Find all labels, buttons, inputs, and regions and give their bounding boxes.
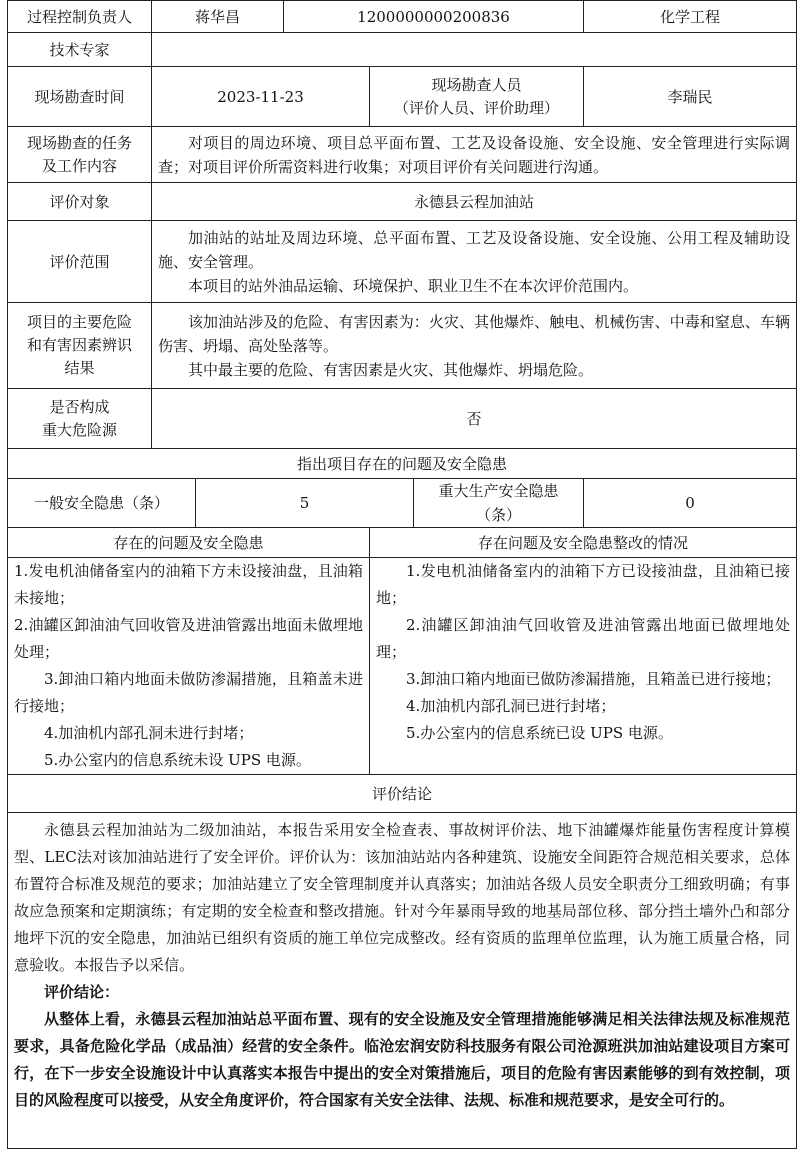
rectification-item: 3.卸油口箱内地面已做防渗漏措施，且箱盖已进行接地； (406, 670, 781, 688)
evaluation-table (7, 0, 797, 1149)
task-text: 对项目的周边环境、项目总平面布置、工艺及设备设施、安全设施、安全管理进行实际调查；对项目评价所需资料进行收集；对项目评价有关问题进行沟通。 (158, 133, 791, 176)
object-label: 评价对象 (8, 183, 152, 221)
survey-staff-label-line2: （评价人员、评价助理） (394, 98, 560, 117)
survey-staff-value: 李瑞民 (584, 67, 797, 127)
conclusion-paragraph-2: 从整体上看，永德县云程加油站总平面布置、现有的安全设施及安全管理措施能够满足相关法律法规及标准规范要求，具备危险化学品（成品油）经营的安全条件。临沧宏润安防科技服务有限公司沧源班洪加油站建设项目方案可行，在下一步安全设施设计中认真落实本报告中提出的安全对策措施后，项目的危险有害因素能够的到有效控制，项目的风险程度可以接受，从安全角度评价，符合国家有关安全法律、法规、标准和规范要求，是安全可行的。 (14, 1010, 791, 1109)
major-hazard-row (8, 389, 797, 449)
major-hazard-label (8, 389, 152, 449)
conclusion-paragraph-1: 永德县云程加油站为二级加油站，本报告采用安全检查表、事故树评价法、地下油罐爆炸能量伤害程度计算模型、LEC法对该加油站进行了安全评价。评价认为：该加油站站内各种建筑、设施安全间距符合规范相关要求，总体布置符合标准及规范的要求；加油站建立了安全管理制度并认真落实；加油站各级人员安全职责分工细致明确；有事故应急预案和定期演练；有定期的安全检查和整改措施。针对今年暴雨导致的地基局部位移、部分挡土墙外凸和部分地坪下沉的安全隐患，加油站已组织有资质的施工单位完成整改。经有资质的监理单位监理，认为施工质量合格，同意验收。本报告予以采信。 (14, 821, 791, 974)
hazard-content (152, 303, 797, 389)
rectification-item: 2.油罐区卸油油气回收管及进油管露出地面已做埋地处理； (376, 616, 791, 661)
task-content (152, 127, 797, 183)
issues-right-list (370, 558, 797, 775)
rectification-item: 1.发电机油储备室内的油箱下方已设接油盘，且油箱已接地； (376, 562, 791, 607)
issues-list-row (8, 558, 797, 775)
scope-row (8, 221, 797, 303)
hazard-row (8, 303, 797, 389)
major-hazard-count-value: 0 (584, 479, 797, 528)
conclusion-header: 评价结论 (8, 775, 797, 813)
hazard-paragraph-2: 其中最主要的危险、有害因素是火灾、其他爆炸、坍塌危险。 (188, 360, 594, 379)
conclusion-header-row (8, 775, 797, 813)
scope-content (152, 221, 797, 303)
major-hazard-value: 否 (152, 389, 797, 449)
issues-left-list (8, 558, 370, 775)
survey-row (8, 67, 797, 127)
task-label-line2: 及工作内容 (41, 156, 117, 175)
person-cert-number: 1200000000200836 (284, 1, 584, 33)
survey-time-value: 2023-11-23 (152, 67, 370, 127)
issues-columns-row (8, 528, 797, 558)
issue-item: 2.油罐区卸油油气回收管及进油管露出地面未做埋地处理； (14, 616, 364, 661)
issue-item: 4.加油机内部孔洞未进行封堵； (44, 724, 254, 742)
hazard-label-line2: 和有害因素辨识 (26, 336, 132, 354)
expert-row (8, 33, 797, 67)
person-row (8, 1, 797, 33)
general-hazard-count-value: 5 (196, 479, 414, 528)
conclusion-row (8, 813, 797, 1149)
general-hazard-count-label: 一般安全隐患（条） (8, 479, 196, 528)
survey-staff-label-line1: 现场勘查人员 (431, 75, 522, 94)
person-major: 化学工程 (584, 1, 797, 33)
task-label-line1: 现场勘查的任务 (26, 133, 132, 152)
issues-header-row (8, 449, 797, 479)
hazard-count-row (8, 479, 797, 528)
expert-value (152, 33, 797, 67)
survey-time-label: 现场勘查时间 (8, 67, 152, 127)
person-label: 过程控制负责人 (8, 1, 152, 33)
issue-item: 5.办公室内的信息系统未设 UPS 电源。 (44, 751, 311, 769)
issues-left-header: 存在的问题及安全隐患 (8, 528, 370, 558)
major-hazard-count-label: 重大生产安全隐患（条） (414, 479, 584, 528)
issues-right-header: 存在问题及安全隐患整改的情况 (370, 528, 797, 558)
conclusion-content (8, 813, 797, 1149)
hazard-label-line1: 项目的主要危险 (26, 313, 132, 331)
hazard-label-line3: 结果 (64, 359, 95, 377)
evaluation-sheet (7, 0, 796, 1149)
major-hazard-label-line2: 重大危险源 (41, 420, 117, 439)
major-hazard-label-line1: 是否构成 (49, 397, 110, 416)
expert-label: 技术专家 (8, 33, 152, 67)
issues-header: 指出项目存在的问题及安全隐患 (8, 449, 797, 479)
conclusion-subtitle: 评价结论： (44, 983, 120, 1001)
object-value: 永德县云程加油站 (152, 183, 797, 221)
rectification-item: 5.办公室内的信息系统已设 UPS 电源。 (406, 724, 673, 742)
task-row (8, 127, 797, 183)
scope-paragraph-2: 本项目的站外油品运输、环境保护、职业卫生不在本次评价范围内。 (188, 276, 639, 295)
hazard-label (8, 303, 152, 389)
rectification-item: 4.加油机内部孔洞已进行封堵； (406, 697, 616, 715)
survey-staff-label (370, 67, 584, 127)
scope-paragraph-1: 加油站的站址及周边环境、总平面布置、工艺及设备设施、安全设施、公用工程及辅助设施、安全管理。 (158, 228, 791, 271)
object-row (8, 183, 797, 221)
task-label (8, 127, 152, 183)
scope-label: 评价范围 (8, 221, 152, 303)
hazard-paragraph-1: 该加油站涉及的危险、有害因素为：火灾、其他爆炸、触电、机械伤害、中毒和窒息、车辆伤害、坍塌、高处坠落等。 (158, 312, 791, 355)
issue-item: 3.卸油口箱内地面未做防渗漏措施，且箱盖未进行接地； (14, 670, 364, 715)
issue-item: 1.发电机油储备室内的油箱下方未设接油盘，且油箱未接地； (14, 562, 364, 607)
person-name: 蒋华昌 (152, 1, 284, 33)
